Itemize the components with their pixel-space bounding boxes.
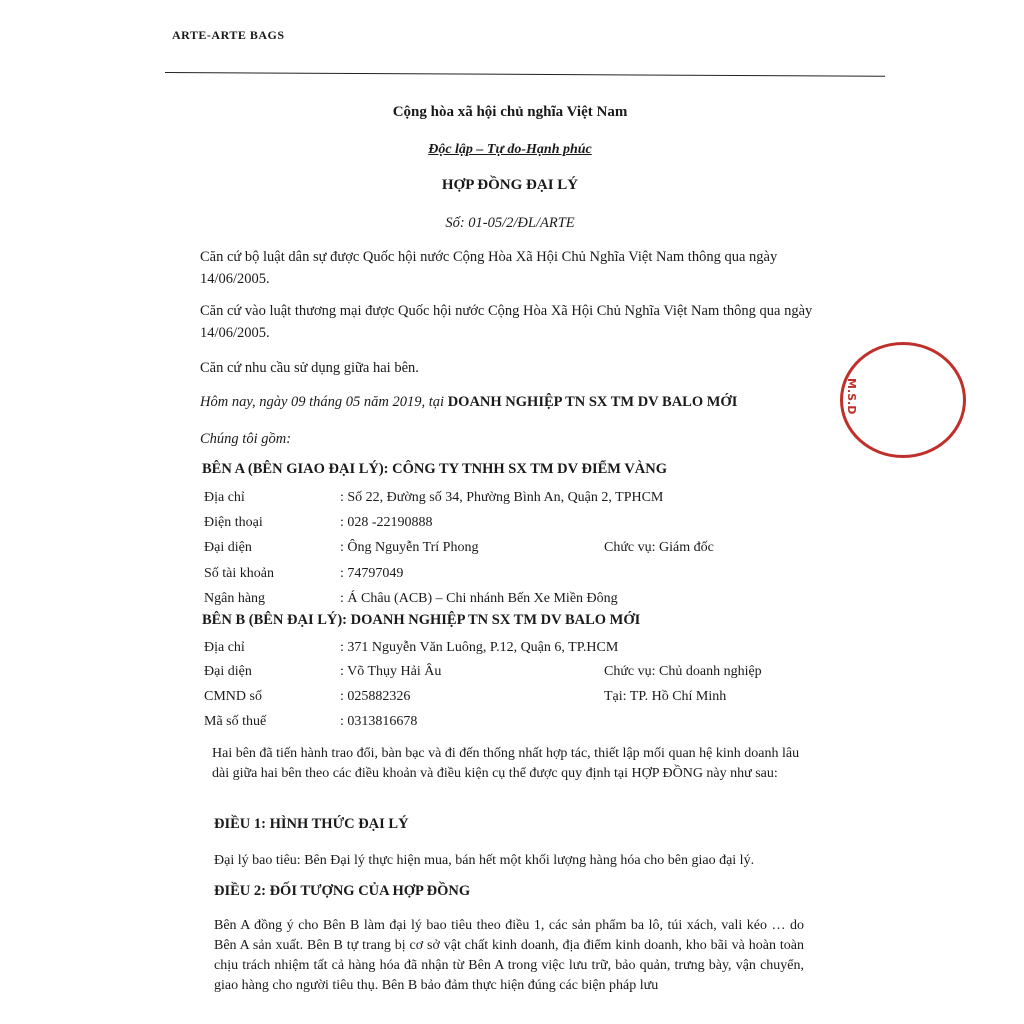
party-a-row (204, 566, 824, 588)
field-label: Đại diện (204, 540, 252, 555)
party-a-row (204, 591, 824, 613)
party-b-heading: BÊN B (BÊN ĐẠI LÝ): DOANH NGHIỆP TN SX TM DV BALO MỚI (202, 612, 641, 628)
party-b-row (204, 640, 824, 662)
field-value: : 028 -22190888 (340, 515, 433, 530)
contract-number: Số: 01-05/2/ĐL/ARTE (445, 215, 575, 231)
signing-place: DOANH NGHIỆP TN SX TM DV BALO MỚI (447, 394, 738, 410)
field-value: : 025882326 (340, 689, 411, 704)
field-value: : Võ Thụy Hải Âu (340, 664, 442, 679)
field-label: CMND số (204, 689, 262, 704)
legal-basis-1: Căn cứ bộ luật dân sự được Quốc hội nước Cộng Hòa Xã Hội Chủ Nghĩa Việt Nam thông qua ngày 14/06/2005. (200, 249, 778, 287)
field-value: : 371 Nguyễn Văn Luông, P.12, Quận 6, TP.HCM (340, 640, 619, 655)
legal-basis-3: Căn cứ nhu cầu sử dụng giữa hai bên. (200, 360, 419, 376)
party-b-row (204, 689, 824, 711)
field-label: Điện thoại (204, 515, 263, 530)
article-2-heading: ĐIỀU 2: ĐỐI TƯỢNG CỦA HỢP ĐỒNG (214, 883, 471, 899)
field-label: Mã số thuế (204, 714, 267, 729)
party-b-row (204, 664, 824, 686)
field-extra: Tại: TP. Hồ Chí Minh (604, 689, 727, 704)
field-value: : Số 22, Đường số 34, Phường Bình An, Quận 2, TPHCM (340, 490, 664, 505)
field-label: Số tài khoản (204, 566, 274, 581)
signing-date-line (200, 391, 820, 413)
field-value: : 74797049 (340, 566, 404, 581)
motto-line: Độc lập – Tự do-Hạnh phúc (428, 142, 592, 157)
party-a-row (204, 515, 824, 537)
parties-intro: Chúng tôi gồm: (200, 431, 292, 447)
signing-date-prefix: Hôm nay, ngày 09 tháng 05 năm 2019, tại (200, 394, 448, 410)
republic-line: Cộng hòa xã hội chủ nghĩa Việt Nam (392, 104, 628, 120)
field-label: Địa chỉ (204, 490, 245, 505)
field-value: : Ông Nguyễn Trí Phong (340, 540, 479, 555)
party-a-row (204, 490, 824, 512)
party-a-row (204, 540, 824, 562)
party-a-heading: BÊN A (BÊN GIAO ĐẠI LÝ): CÔNG TY TNHH SX TM DV ĐIỂM VÀNG (202, 461, 668, 477)
red-seal-stamp (840, 342, 966, 458)
legal-basis-2: Căn cứ vào luật thương mại được Quốc hội nước Cộng Hòa Xã Hội Chủ Nghĩa Việt Nam thông qua ngày 14/06/2005. (200, 303, 813, 341)
field-extra: Chức vụ: Giám đốc (604, 540, 714, 555)
field-value: : 0313816678 (340, 714, 418, 729)
contract-title: HỢP ĐỒNG ĐẠI LÝ (441, 177, 579, 193)
article-1-heading: ĐIỀU 1: HÌNH THỨC ĐẠI LÝ (214, 816, 409, 832)
field-label: Địa chỉ (204, 640, 245, 655)
field-value: : Á Châu (ACB) – Chi nhánh Bến Xe Miền Đông (340, 591, 618, 606)
company-header: ARTE-ARTE BAGS (172, 28, 285, 42)
field-label: Ngân hàng (204, 591, 266, 606)
agreement-intro: Hai bên đã tiến hành trao đổi, bàn bạc và đi đến thống nhất hợp tác, thiết lập mối quan hệ kinh doanh lâu dài giữa hai bên theo các điều khoản và điều kiện cụ thể được quy định tại HỢP ĐỒNG này như sau: (212, 746, 800, 781)
article-1-body: Đại lý bao tiêu: Bên Đại lý thực hiện mua, bán hết một khối lượng hàng hóa cho bên giao đại lý. (214, 853, 755, 868)
field-extra: Chức vụ: Chủ doanh nghiệp (604, 664, 762, 679)
article-2-body: Bên A đồng ý cho Bên B làm đại lý bao tiêu theo điều 1, các sản phẩm ba lô, túi xách, vali kéo … do Bên A sản xuất. Bên B tự trang bị cơ sở vật chất kinh doanh, địa điểm kinh doanh, kho bãi và hoàn toàn chịu trách nhiệm tất cả hàng hóa đã nhận từ Bên A trong việc lưu trữ, bảo quản, trưng bày, vận chuyển, giao hàng cho người tiêu thụ. Bên B bảo đảm thực hiện đúng các biện pháp lưu (214, 918, 804, 993)
party-b-row (204, 714, 824, 736)
header-divider (165, 72, 885, 77)
field-label: Đại diện (204, 664, 252, 679)
stamp-text: M.S.D (845, 378, 858, 415)
